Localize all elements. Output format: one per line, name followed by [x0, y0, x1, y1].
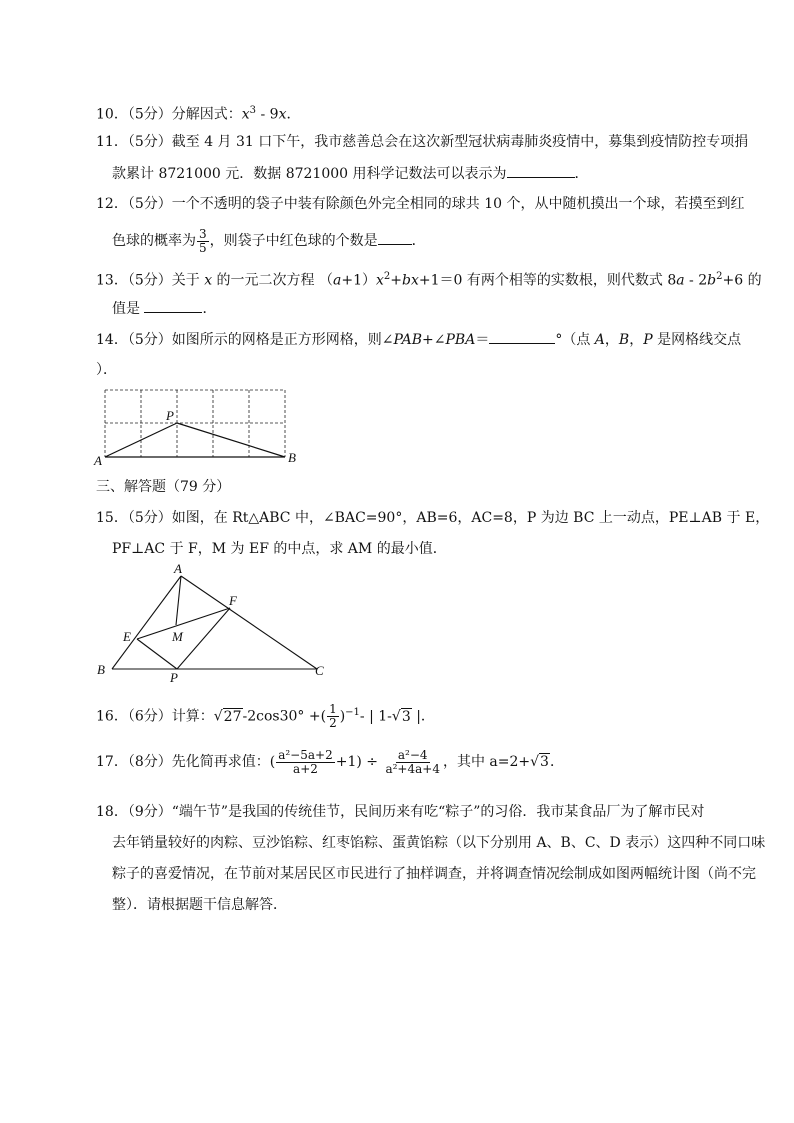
text: °（点 [555, 332, 595, 348]
numerator: 1 [329, 702, 337, 717]
question-15 [96, 508, 769, 528]
score: （5分） [127, 272, 172, 289]
question-text: PF⊥AC 于 F，M 为 EF 的中点，求 AM 的最小值． [112, 541, 447, 557]
denominator: 5 [199, 240, 207, 255]
question-number: 12． [96, 196, 128, 212]
label-m: M [172, 629, 183, 644]
question-11-line2 [112, 163, 589, 184]
question-text: 粽子的喜爱情况，在节前对某居民区市民进行了抽样调查，并将调查情况绘制成如图两幅统计图（尚不完 [112, 866, 756, 882]
answer-blank[interactable] [507, 163, 575, 178]
var: a [676, 272, 685, 289]
score: （5分） [127, 134, 172, 150]
question-14-line2 [96, 360, 117, 380]
question-text: 如图，在 Rt△ABC 中，∠BAC=90°，AB=6，AC=8，P 为边 BC 上一动点，PE⊥AB 于 E， [171, 510, 770, 526]
text: 如图所示的网格是正方形网格，则∠ [171, 332, 394, 348]
denominator: a²+4a+4 [385, 761, 440, 776]
text: 先化简再求值：( [171, 754, 276, 770]
label-p: P [170, 670, 178, 682]
var: x [204, 272, 213, 289]
question-11 [96, 132, 748, 152]
exponent: 2 [383, 271, 391, 282]
text: ，其中 a=2+ [442, 754, 531, 770]
sqrt-sign: √ [391, 708, 401, 725]
label-a: A [94, 453, 102, 468]
var: a [333, 272, 342, 289]
question-text: ，则袋子中红色球的个数是 [209, 233, 378, 249]
score: （6分） [127, 708, 172, 725]
segment-am [176, 576, 181, 625]
exponent: −1 [345, 707, 360, 718]
text: ) [339, 708, 346, 725]
question-number: 16． [96, 708, 128, 725]
question-text: “端午节”是我国的传统佳节，民间历来有吃“粽子”的习俗．我市某食品厂为了解市民对 [171, 804, 705, 820]
question-text: 整）．请根据题干信息解答． [112, 897, 287, 913]
text: ， [604, 332, 619, 348]
var: x [278, 106, 287, 123]
var: PAB [393, 332, 423, 348]
var: P [643, 332, 653, 348]
question-number: 14． [96, 332, 128, 348]
radicand: 27 [223, 708, 242, 725]
denominator: a+2 [293, 761, 318, 776]
question-17 [96, 745, 564, 779]
question-15-line2 [112, 539, 447, 559]
fraction [383, 749, 442, 776]
exponent: 2 [716, 271, 723, 282]
var: bx [402, 272, 419, 289]
text: |． [411, 708, 435, 725]
question-18-line2 [112, 833, 765, 853]
section-heading: 三、解答题（79 分） [96, 479, 231, 495]
segment-pb [177, 423, 285, 457]
question-text: 去年销量较好的肉粽、豆沙馅粽、红枣馅粽、蛋黄馅粽（以下分别用 A、B、C、D 表示）这四种不同口味 [112, 835, 766, 851]
var: x [241, 106, 250, 123]
label-b: B [97, 662, 105, 677]
score: （8分） [127, 754, 172, 770]
denominator: 2 [329, 716, 337, 731]
text: +1＝0 有两个相等的实数根，则代数式 8 [418, 272, 677, 289]
exponent: 3 [249, 105, 257, 116]
text: +∠ [422, 332, 446, 348]
question-12 [96, 194, 744, 214]
score: （9分） [127, 804, 172, 820]
question-13 [96, 267, 762, 291]
var: A [594, 332, 605, 348]
text: - 2 [684, 272, 708, 289]
text: 关于 [171, 272, 205, 289]
score: （5分） [127, 196, 172, 212]
question-13-line2 [112, 298, 216, 319]
question-16 [96, 698, 435, 732]
text: 是网格线交点 [652, 332, 742, 348]
question-10 [96, 101, 300, 125]
text: - | 1- [359, 708, 392, 725]
side-ac [181, 576, 317, 669]
question-18 [96, 802, 704, 822]
question-14 [96, 329, 741, 350]
question-text: 值是 [112, 301, 140, 317]
score: （5分） [127, 510, 172, 526]
question-text: 一个不透明的袋子中装有除颜色外完全相同的球共 10 个，从中随机摸出一个球，若摸至到红 [171, 196, 745, 212]
radicand: 3 [401, 708, 411, 725]
question-text: ）． [96, 362, 117, 378]
question-number: 10． [96, 106, 128, 123]
expr: - 9 [256, 106, 279, 123]
question-text: 色球的概率为 [112, 233, 196, 249]
text: + [390, 272, 403, 289]
text: ， [629, 332, 644, 348]
var: b [707, 272, 717, 289]
numerator: 3 [199, 226, 207, 241]
label-a: A [174, 562, 182, 576]
sqrt-sign: √ [213, 708, 223, 725]
label-f: F [229, 593, 237, 608]
var: B [618, 332, 630, 348]
numerator: a²−4 [397, 747, 428, 762]
question-18-line3 [112, 864, 756, 884]
question-text: 款累计 8721000 元．数据 8721000 用科学记数法可以表示为 [112, 166, 507, 182]
text: 的一元二次方程 （ [212, 272, 334, 289]
label-p: P [166, 408, 174, 423]
question-18-line4 [112, 895, 287, 915]
answer-blank[interactable] [144, 298, 202, 313]
label-b: B [288, 450, 296, 465]
label-e: E [123, 629, 131, 644]
question-number: 13． [96, 272, 128, 289]
text: +1) ÷ [335, 754, 383, 770]
question-number: 15． [96, 510, 128, 526]
text: -2cos30° +( [242, 708, 327, 725]
score: （5分） [127, 106, 172, 123]
fraction [276, 749, 335, 776]
question-text: 分解因式： [171, 106, 242, 123]
fraction [327, 703, 339, 730]
fraction [197, 228, 209, 255]
answer-blank[interactable] [489, 329, 555, 344]
text: ． [549, 754, 564, 770]
question-number: 11． [96, 134, 128, 150]
question-text: 截至 4 月 31 口下午，我市慈善总会在这次新型冠状病毒肺炎疫情中，募集到疫情防控专项捐 [171, 134, 749, 150]
question-12-line2 [112, 226, 426, 256]
var: x [376, 272, 384, 289]
punct: ． [202, 301, 217, 317]
question-number: 18． [96, 804, 128, 820]
grid-figure [92, 383, 312, 468]
text: ＝ [475, 332, 490, 348]
radicand: 3 [540, 754, 549, 770]
text: 计算： [171, 708, 214, 725]
score: （5分） [127, 332, 172, 348]
side-ab [112, 576, 181, 669]
var: PBA [445, 332, 476, 348]
text: +6 的 [722, 272, 762, 289]
punct: ． [574, 166, 589, 182]
triangle-figure [92, 562, 342, 682]
text: +1） [341, 272, 377, 289]
answer-blank[interactable] [378, 230, 412, 245]
punct: ． [411, 233, 426, 249]
label-c: C [315, 663, 324, 678]
grid-dashed-lines [105, 390, 285, 457]
numerator: a²−5a+2 [278, 747, 333, 762]
sqrt-sign: √ [530, 754, 540, 770]
punct: ． [286, 106, 301, 123]
segment-pe [137, 639, 177, 669]
question-number: 17． [96, 754, 128, 770]
